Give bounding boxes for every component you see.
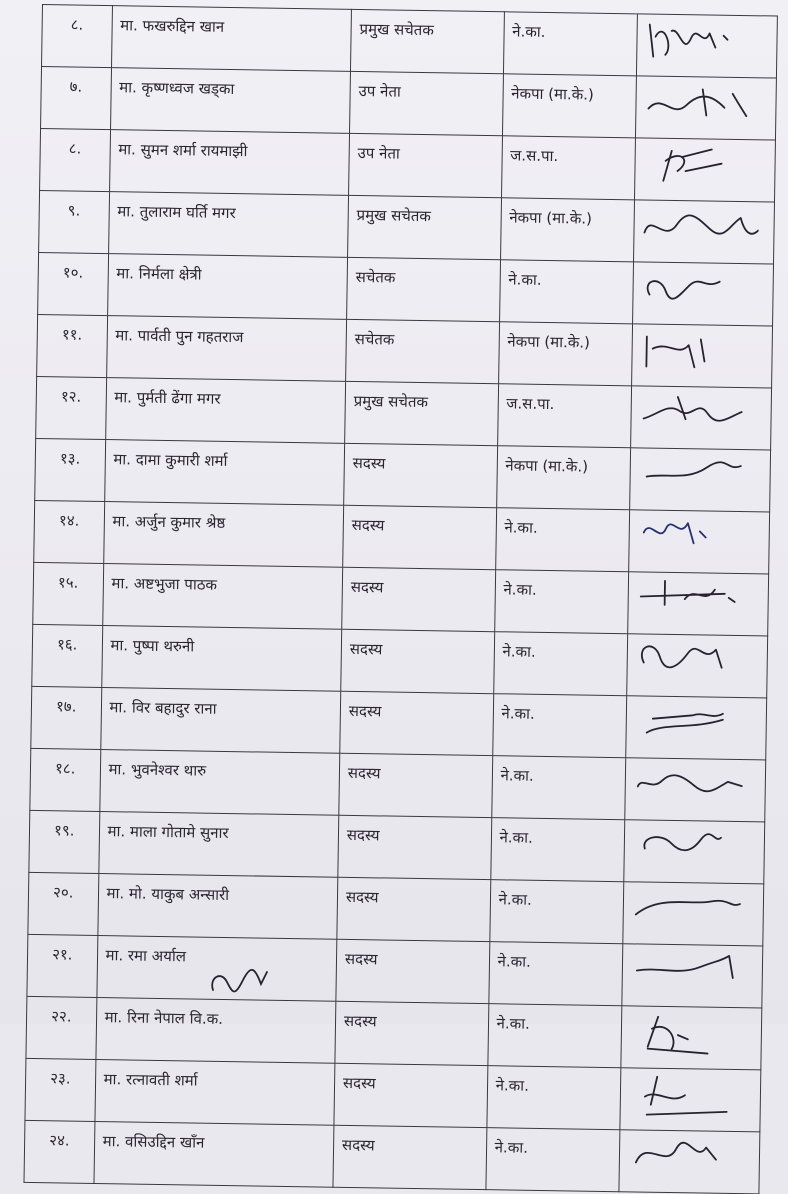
- table-row: [31, 686, 767, 760]
- member-party: ने.का.: [488, 942, 623, 1006]
- serial-number: २२.: [26, 996, 97, 1059]
- serial-number: १७.: [31, 686, 102, 749]
- signature-mark: [637, 450, 756, 498]
- member-name: मा. रत्नावती शर्मा: [95, 1059, 335, 1125]
- member-name: मा. निर्मला क्षेत्री: [107, 254, 347, 320]
- member-name: मा. दामा कुमारी शर्मा: [104, 440, 344, 506]
- table-row: [27, 934, 763, 1008]
- member-position: सदस्य: [334, 1063, 488, 1127]
- member-position: सदस्य: [339, 753, 493, 817]
- serial-number: २३.: [25, 1058, 96, 1121]
- member-party: ज.स.पा.: [501, 136, 636, 200]
- signature-mark: [630, 884, 749, 932]
- member-party: ने.का.: [489, 880, 624, 944]
- attendance-table: [23, 4, 777, 1194]
- signature-mark: [626, 1132, 745, 1180]
- table-row: [41, 67, 777, 141]
- signature-cell: [632, 324, 772, 388]
- signature-cell: [631, 386, 771, 450]
- signature-mark: [640, 264, 759, 312]
- signature-cell: [625, 758, 765, 822]
- table-row: [36, 376, 772, 450]
- signature-mark: [636, 512, 755, 560]
- signature-mark: [641, 202, 760, 250]
- member-party: ने.का.: [492, 694, 627, 758]
- serial-number: ९.: [39, 190, 110, 253]
- signature-cell: [637, 14, 777, 78]
- member-party: ने.का.: [490, 818, 625, 882]
- member-position: सदस्य: [336, 939, 490, 1003]
- table-row: [26, 996, 762, 1070]
- signature-cell: [628, 572, 768, 636]
- member-position: सदस्य: [337, 877, 491, 941]
- member-position: प्रमुख सचेतक: [345, 381, 499, 445]
- signature-mark: [628, 1008, 747, 1056]
- serial-number: ८.: [40, 128, 111, 191]
- member-name: मा. विर बहादुर राना: [100, 688, 340, 754]
- member-name: मा. भुवनेश्वर थारु: [99, 750, 339, 816]
- serial-number: ११.: [37, 314, 108, 377]
- signature-mark: [643, 78, 762, 126]
- table-row: [39, 190, 775, 264]
- serial-number: १०.: [38, 252, 109, 315]
- serial-number: २४.: [24, 1120, 95, 1183]
- table-row: [37, 314, 773, 388]
- member-position: सचेतक: [346, 257, 500, 321]
- member-name: मा. रमा अर्याल: [96, 935, 336, 1001]
- member-position: सदस्य: [340, 691, 494, 755]
- serial-number: १५.: [33, 562, 104, 625]
- member-party: नेकपा (मा.के.): [498, 322, 633, 386]
- member-name: मा. पार्वती पुन गहतराज: [106, 316, 346, 382]
- member-name: मा. रिना नेपाल वि.क.: [95, 997, 335, 1063]
- member-party: ने.का.: [491, 756, 626, 820]
- member-name: मा. अर्जुन कुमार श्रेष्ठ: [103, 502, 343, 568]
- table-row: [30, 748, 766, 822]
- member-name: मा. फखरुद्दिन खान: [111, 6, 351, 72]
- member-position: सदस्य: [342, 567, 496, 631]
- signature-cell: [636, 76, 776, 140]
- serial-number: ७.: [41, 67, 112, 130]
- signature-cell: [633, 262, 773, 326]
- member-position: उप नेता: [348, 133, 502, 197]
- signature-mark: [632, 760, 751, 808]
- serial-number: १२.: [36, 376, 107, 439]
- member-party: नेकपा (मा.के.): [496, 446, 631, 510]
- signature-cell: [622, 944, 762, 1008]
- member-position: सदस्य: [338, 815, 492, 879]
- member-position: सदस्य: [333, 1125, 487, 1189]
- member-name: मा. वसिउद्दिन खाँन: [94, 1121, 334, 1187]
- member-position: प्रमुख सचेतक: [350, 9, 504, 73]
- table-row: [28, 872, 764, 946]
- signature-cell: [621, 1006, 761, 1070]
- member-party: नेकपा (मा.के.): [500, 198, 635, 262]
- signature-mark: [644, 16, 763, 64]
- member-position: सदस्य: [343, 505, 497, 569]
- member-name: मा. अष्टभुजा पाठक: [102, 564, 342, 630]
- member-name: मा. पुर्मती ढेंगा मगर: [105, 378, 345, 444]
- table-row: [34, 500, 770, 574]
- signature-cell: [626, 696, 766, 760]
- member-name: मा. सुमन शर्मा रायमाझी: [109, 130, 349, 196]
- signature-cell: [627, 634, 767, 698]
- serial-number: १६.: [32, 624, 103, 687]
- signature-cell: [619, 1130, 759, 1194]
- member-party: ने.का.: [486, 1066, 621, 1130]
- signature-mark: [638, 388, 757, 436]
- serial-number: २०.: [28, 872, 99, 935]
- member-party: ने.का.: [494, 570, 629, 634]
- member-party: ज.स.पा.: [497, 384, 632, 448]
- signature-cell: [630, 448, 770, 512]
- signature-cell: [635, 138, 775, 202]
- member-name: मा. माला गोतामे सुनार: [98, 812, 338, 878]
- signature-mark: [629, 946, 748, 994]
- signature-mark: [635, 574, 754, 622]
- signature-mark: [642, 140, 761, 188]
- signature-cell: [623, 882, 763, 946]
- member-name: मा. मो. याकुब अन्सारी: [97, 873, 337, 939]
- member-party: ने.का.: [499, 260, 634, 324]
- member-party: ने.का.: [486, 1128, 621, 1192]
- member-position: सदस्य: [335, 1001, 489, 1065]
- member-party: नेकपा (मा.के.): [502, 74, 637, 138]
- member-position: प्रमुख सचेतक: [347, 195, 501, 259]
- attendance-table-body: [24, 5, 777, 1194]
- signature-cell: [620, 1068, 760, 1132]
- signature-cell: [634, 200, 774, 264]
- table-row: [42, 5, 778, 79]
- member-party: ने.का.: [493, 632, 628, 696]
- signature-mark: [639, 326, 758, 374]
- table-row: [33, 562, 769, 636]
- member-party: ने.का.: [503, 12, 638, 76]
- signature-mark: [634, 636, 753, 684]
- table-row: [29, 810, 765, 884]
- signature-cell: [629, 510, 769, 574]
- serial-number: १९.: [29, 810, 100, 873]
- member-position: सदस्य: [341, 629, 495, 693]
- member-position: सचेतक: [346, 319, 500, 383]
- serial-number: १३.: [35, 438, 106, 501]
- signature-cell: [624, 820, 764, 884]
- signature-mark: [205, 960, 275, 1010]
- table-row: [25, 1058, 761, 1132]
- table-row: [38, 252, 774, 326]
- member-party: ने.का.: [495, 508, 630, 572]
- member-position: उप नेता: [349, 71, 503, 135]
- serial-number: २१.: [27, 934, 98, 997]
- table-row: [35, 438, 771, 512]
- member-name: मा. पुष्पा थरुनी: [101, 626, 341, 692]
- signature-mark: [627, 1070, 746, 1118]
- table-row: [40, 128, 776, 202]
- serial-number: १४.: [34, 500, 105, 563]
- member-name: मा. कृष्णध्वज खड्का: [110, 68, 350, 134]
- table-row: [24, 1120, 760, 1194]
- member-party: ने.का.: [487, 1004, 622, 1068]
- serial-number: १८.: [30, 748, 101, 811]
- serial-number: ८.: [42, 5, 113, 68]
- signature-mark: [631, 822, 750, 870]
- member-name: मा. तुलाराम घर्ति मगर: [108, 192, 348, 258]
- member-position: सदस्य: [344, 443, 498, 507]
- signature-mark: [633, 698, 752, 746]
- table-row: [32, 624, 768, 698]
